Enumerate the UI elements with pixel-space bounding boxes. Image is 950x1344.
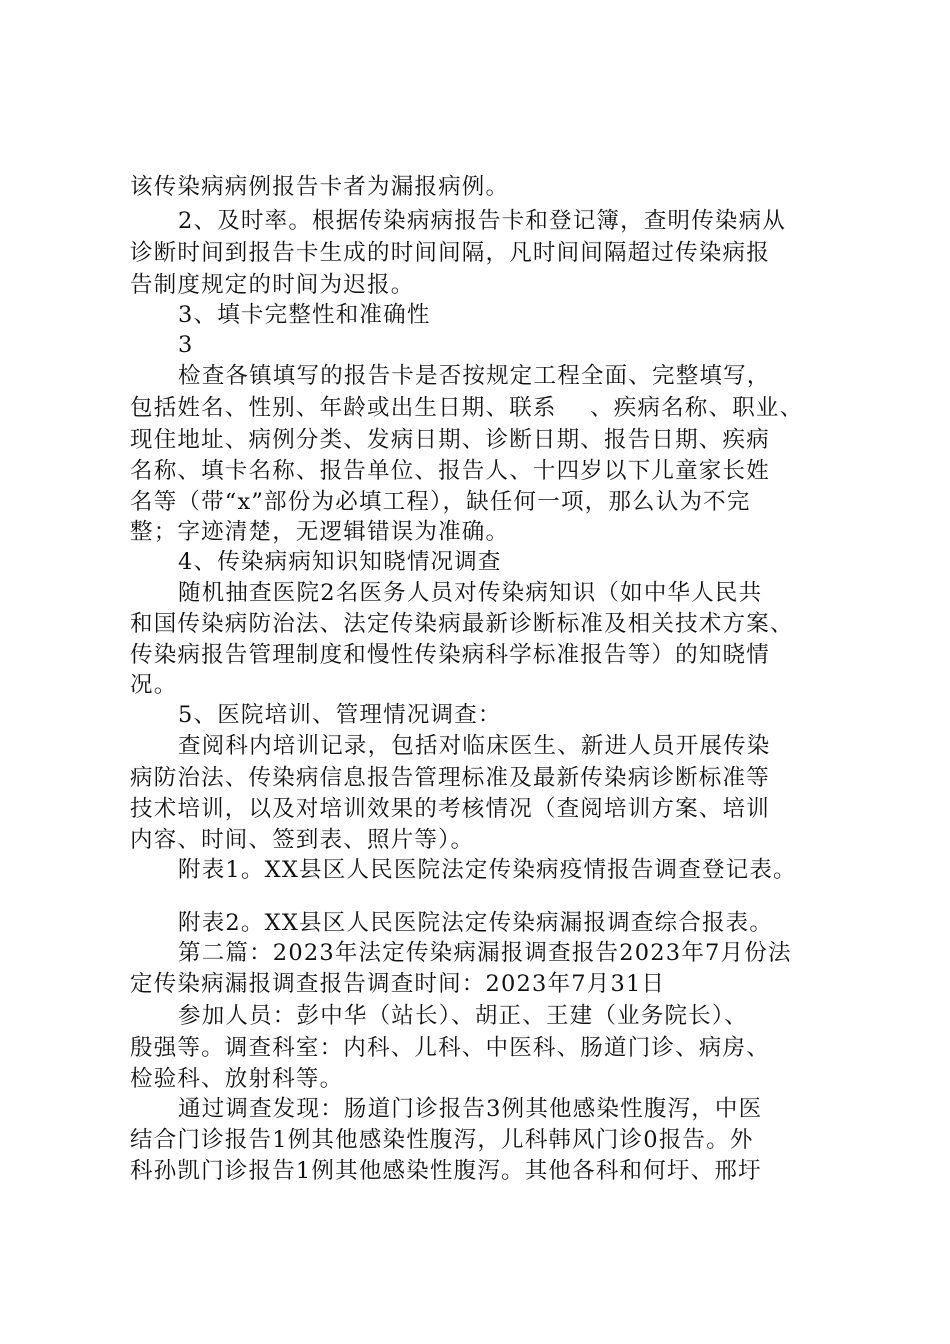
text-line: 诊断时间到报告卡生成的时间间隔，凡时间间隔超过传染病报 <box>130 240 770 266</box>
text-line: 该传染病病例报告卡者为漏报病例。 <box>130 174 510 200</box>
text-line: 结合门诊报告1例其他感染性腹泻，儿科韩风门诊0报告。外 <box>130 1127 754 1153</box>
appendix-line: 附表1。XX县区人民医院法定传染病疫情报告调查登记表。 <box>178 857 797 883</box>
text-line: 包括姓名、性别、年龄或出生日期、联系 、疾病名称、职业、 <box>130 395 804 421</box>
text-line: 通过调查发现：肠道门诊报告3例其他感染性腹泻，中医 <box>178 1096 763 1122</box>
text-line: 2、及时率。根据传染病病报告卡和登记簿，查明传染病从 <box>178 208 787 234</box>
section-title: 第二篇：2023年法定传染病漏报调查报告2023年7月份法 <box>178 940 792 966</box>
text-line: 病防治法、传染病信息报告管理标准及最新传染病诊断标准等 <box>130 765 770 791</box>
text-line: 殷强等。调查科室：内科、儿科、中医科、肠道门诊、病房、 <box>130 1035 770 1061</box>
text-line: 检验科、放射科等。 <box>130 1066 344 1092</box>
section-heading: 4、传染病病知识知晓情况调查 <box>178 549 502 575</box>
text-line: 传染病报告管理制度和慢性传染病科学标准报告等）的知晓情 <box>130 642 770 668</box>
text-line: 告制度规定的时间为迟报。 <box>130 272 415 298</box>
text-line: 查阅科内培训记录，包括对临床医生、新进人员开展传染 <box>178 733 771 759</box>
section-heading: 3、填卡完整性和准确性 <box>178 302 431 328</box>
section-heading: 5、医院培训、管理情况调查： <box>178 702 502 728</box>
text-line: 定传染病漏报调查报告调查时间：2023年7月31日 <box>130 971 666 997</box>
text-line: 技术培训，以及对培训效果的考核情况（查阅培训方案、培训 <box>130 796 770 822</box>
appendix-line: 附表2。XX县区人民医院法定传染病漏报调查综合报表。 <box>178 910 774 936</box>
page-number: 3 <box>178 332 194 358</box>
text-line: 内容、时间、签到表、照片等）。 <box>130 827 475 853</box>
text-line: 整；字迹清楚，无逻辑错误为准确。 <box>130 519 510 545</box>
text-line: 名称、填卡名称、报告单位、报告人、十四岁以下儿童家长姓 <box>130 458 770 484</box>
text-line: 现住地址、病例分类、发病日期、诊断日期、报告日期、疾病 <box>130 427 770 453</box>
text-line: 和国传染病防治法、法定传染病最新诊断标准及相关技术方案、 <box>130 611 794 637</box>
text-line: 况。 <box>130 672 178 698</box>
text-line: 随机抽查医院2名医务人员对传染病知识（如中华人民共 <box>178 580 763 606</box>
text-line: 科孙凯门诊报告1例其他感染性腹泻。其他各科和何圩、邢圩 <box>130 1158 762 1184</box>
text-line: 检查各镇填写的报告卡是否按规定工程全面、完整填写， <box>178 363 771 389</box>
text-line: 名等（带“x”部份为必填工程），缺任何一项，那么认为不完 <box>130 489 751 515</box>
text-line: 参加人员：彭中华（站长）、胡正、王建（业务院长）、 <box>178 1003 749 1029</box>
